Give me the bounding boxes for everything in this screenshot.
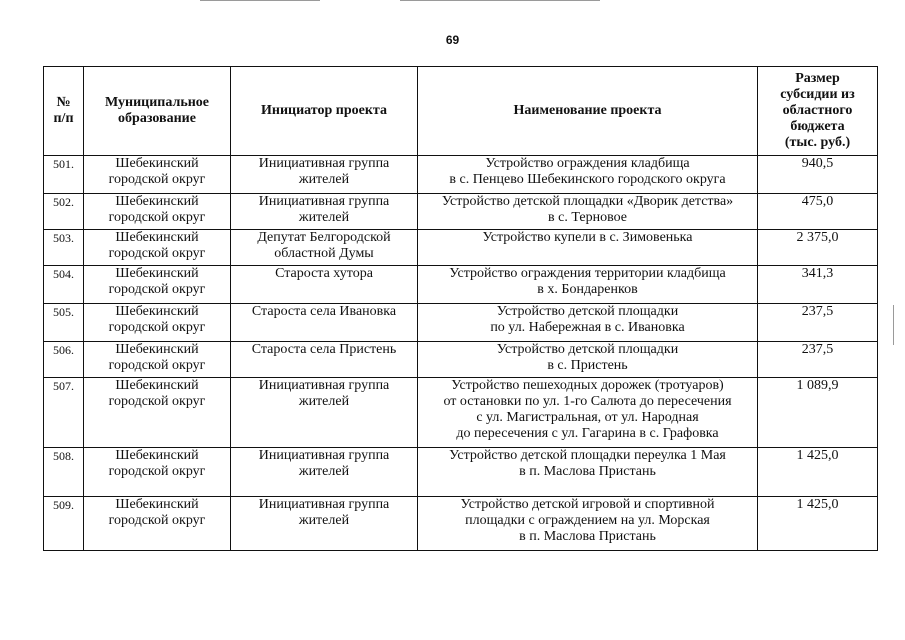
row-number: 506. xyxy=(44,342,84,378)
initiator-cell: Староста села Ивановка xyxy=(231,304,418,342)
table-row xyxy=(44,378,878,448)
municipality-cell: Шебекинский городской округ xyxy=(84,156,231,194)
project-cell: Устройство детской площадки в с. Пристень xyxy=(418,342,758,378)
project-cell: Устройство детской игровой и спортивной площадки с ограждением на ул. Морская в п. Маслова Пристань xyxy=(418,497,758,551)
amount-cell: 341,3 xyxy=(758,266,878,304)
project-cell: Устройство ограждения территории кладбища в х. Бондаренков xyxy=(418,266,758,304)
municipality-cell: Шебекинский городской округ xyxy=(84,304,231,342)
table-row xyxy=(44,156,878,194)
project-cell: Устройство пешеходных дорожек (тротуаров) от остановки по ул. 1-го Салюта до пересечения с ул. Магистральная, от ул. Народная до пересечения с ул. Гагарина в с. Графовка xyxy=(418,378,758,448)
amount-cell: 237,5 xyxy=(758,342,878,378)
municipality-cell: Шебекинский городской округ xyxy=(84,266,231,304)
initiator-cell: Инициативная группа жителей xyxy=(231,378,418,448)
project-cell: Устройство купели в с. Зимовенька xyxy=(418,230,758,266)
table-row xyxy=(44,448,878,497)
row-number: 501. xyxy=(44,156,84,194)
amount-cell: 2 375,0 xyxy=(758,230,878,266)
table-row xyxy=(44,304,878,342)
amount-cell: 1 089,9 xyxy=(758,378,878,448)
page-number: 69 xyxy=(445,33,460,47)
row-number: 509. xyxy=(44,497,84,551)
table-row xyxy=(44,266,878,304)
row-number: 507. xyxy=(44,378,84,448)
municipality-cell: Шебекинский городской округ xyxy=(84,497,231,551)
scan-mark xyxy=(400,0,600,1)
header-num: № п/п xyxy=(44,67,84,156)
initiator-cell: Инициативная группа жителей xyxy=(231,194,418,230)
municipality-cell: Шебекинский городской округ xyxy=(84,448,231,497)
table-row xyxy=(44,342,878,378)
municipality-cell: Шебекинский городской округ xyxy=(84,194,231,230)
project-cell: Устройство детской площадки «Дворик детства» в с. Терновое xyxy=(418,194,758,230)
amount-cell: 237,5 xyxy=(758,304,878,342)
row-number: 502. xyxy=(44,194,84,230)
amount-cell: 475,0 xyxy=(758,194,878,230)
table-header-row xyxy=(44,67,878,156)
municipality-cell: Шебекинский городской округ xyxy=(84,378,231,448)
scan-mark xyxy=(893,305,894,345)
project-cell: Устройство детской площадки по ул. Набережная в с. Ивановка xyxy=(418,304,758,342)
amount-cell: 1 425,0 xyxy=(758,448,878,497)
project-cell: Устройство ограждения кладбища в с. Пенцево Шебекинского городского округа xyxy=(418,156,758,194)
header-project: Наименование проекта xyxy=(418,67,758,156)
header-initiator: Инициатор проекта xyxy=(231,67,418,156)
row-number: 508. xyxy=(44,448,84,497)
row-number: 503. xyxy=(44,230,84,266)
scan-mark xyxy=(200,0,320,1)
project-cell: Устройство детской площадки переулка 1 Мая в п. Маслова Пристань xyxy=(418,448,758,497)
initiator-cell: Депутат Белгородской областной Думы xyxy=(231,230,418,266)
amount-cell: 1 425,0 xyxy=(758,497,878,551)
municipality-cell: Шебекинский городской округ xyxy=(84,230,231,266)
initiator-cell: Инициативная группа жителей xyxy=(231,156,418,194)
municipality-cell: Шебекинский городской округ xyxy=(84,342,231,378)
header-municipality: Муниципальное образование xyxy=(84,67,231,156)
amount-cell: 940,5 xyxy=(758,156,878,194)
subsidy-table xyxy=(43,66,878,551)
row-number: 505. xyxy=(44,304,84,342)
initiator-cell: Староста хутора xyxy=(231,266,418,304)
table-row xyxy=(44,497,878,551)
table-row xyxy=(44,194,878,230)
initiator-cell: Староста села Пристень xyxy=(231,342,418,378)
initiator-cell: Инициативная группа жителей xyxy=(231,448,418,497)
header-amount: Размер субсидии из областного бюджета (тыс. руб.) xyxy=(758,67,878,156)
initiator-cell: Инициативная группа жителей xyxy=(231,497,418,551)
table-row xyxy=(44,230,878,266)
row-number: 504. xyxy=(44,266,84,304)
